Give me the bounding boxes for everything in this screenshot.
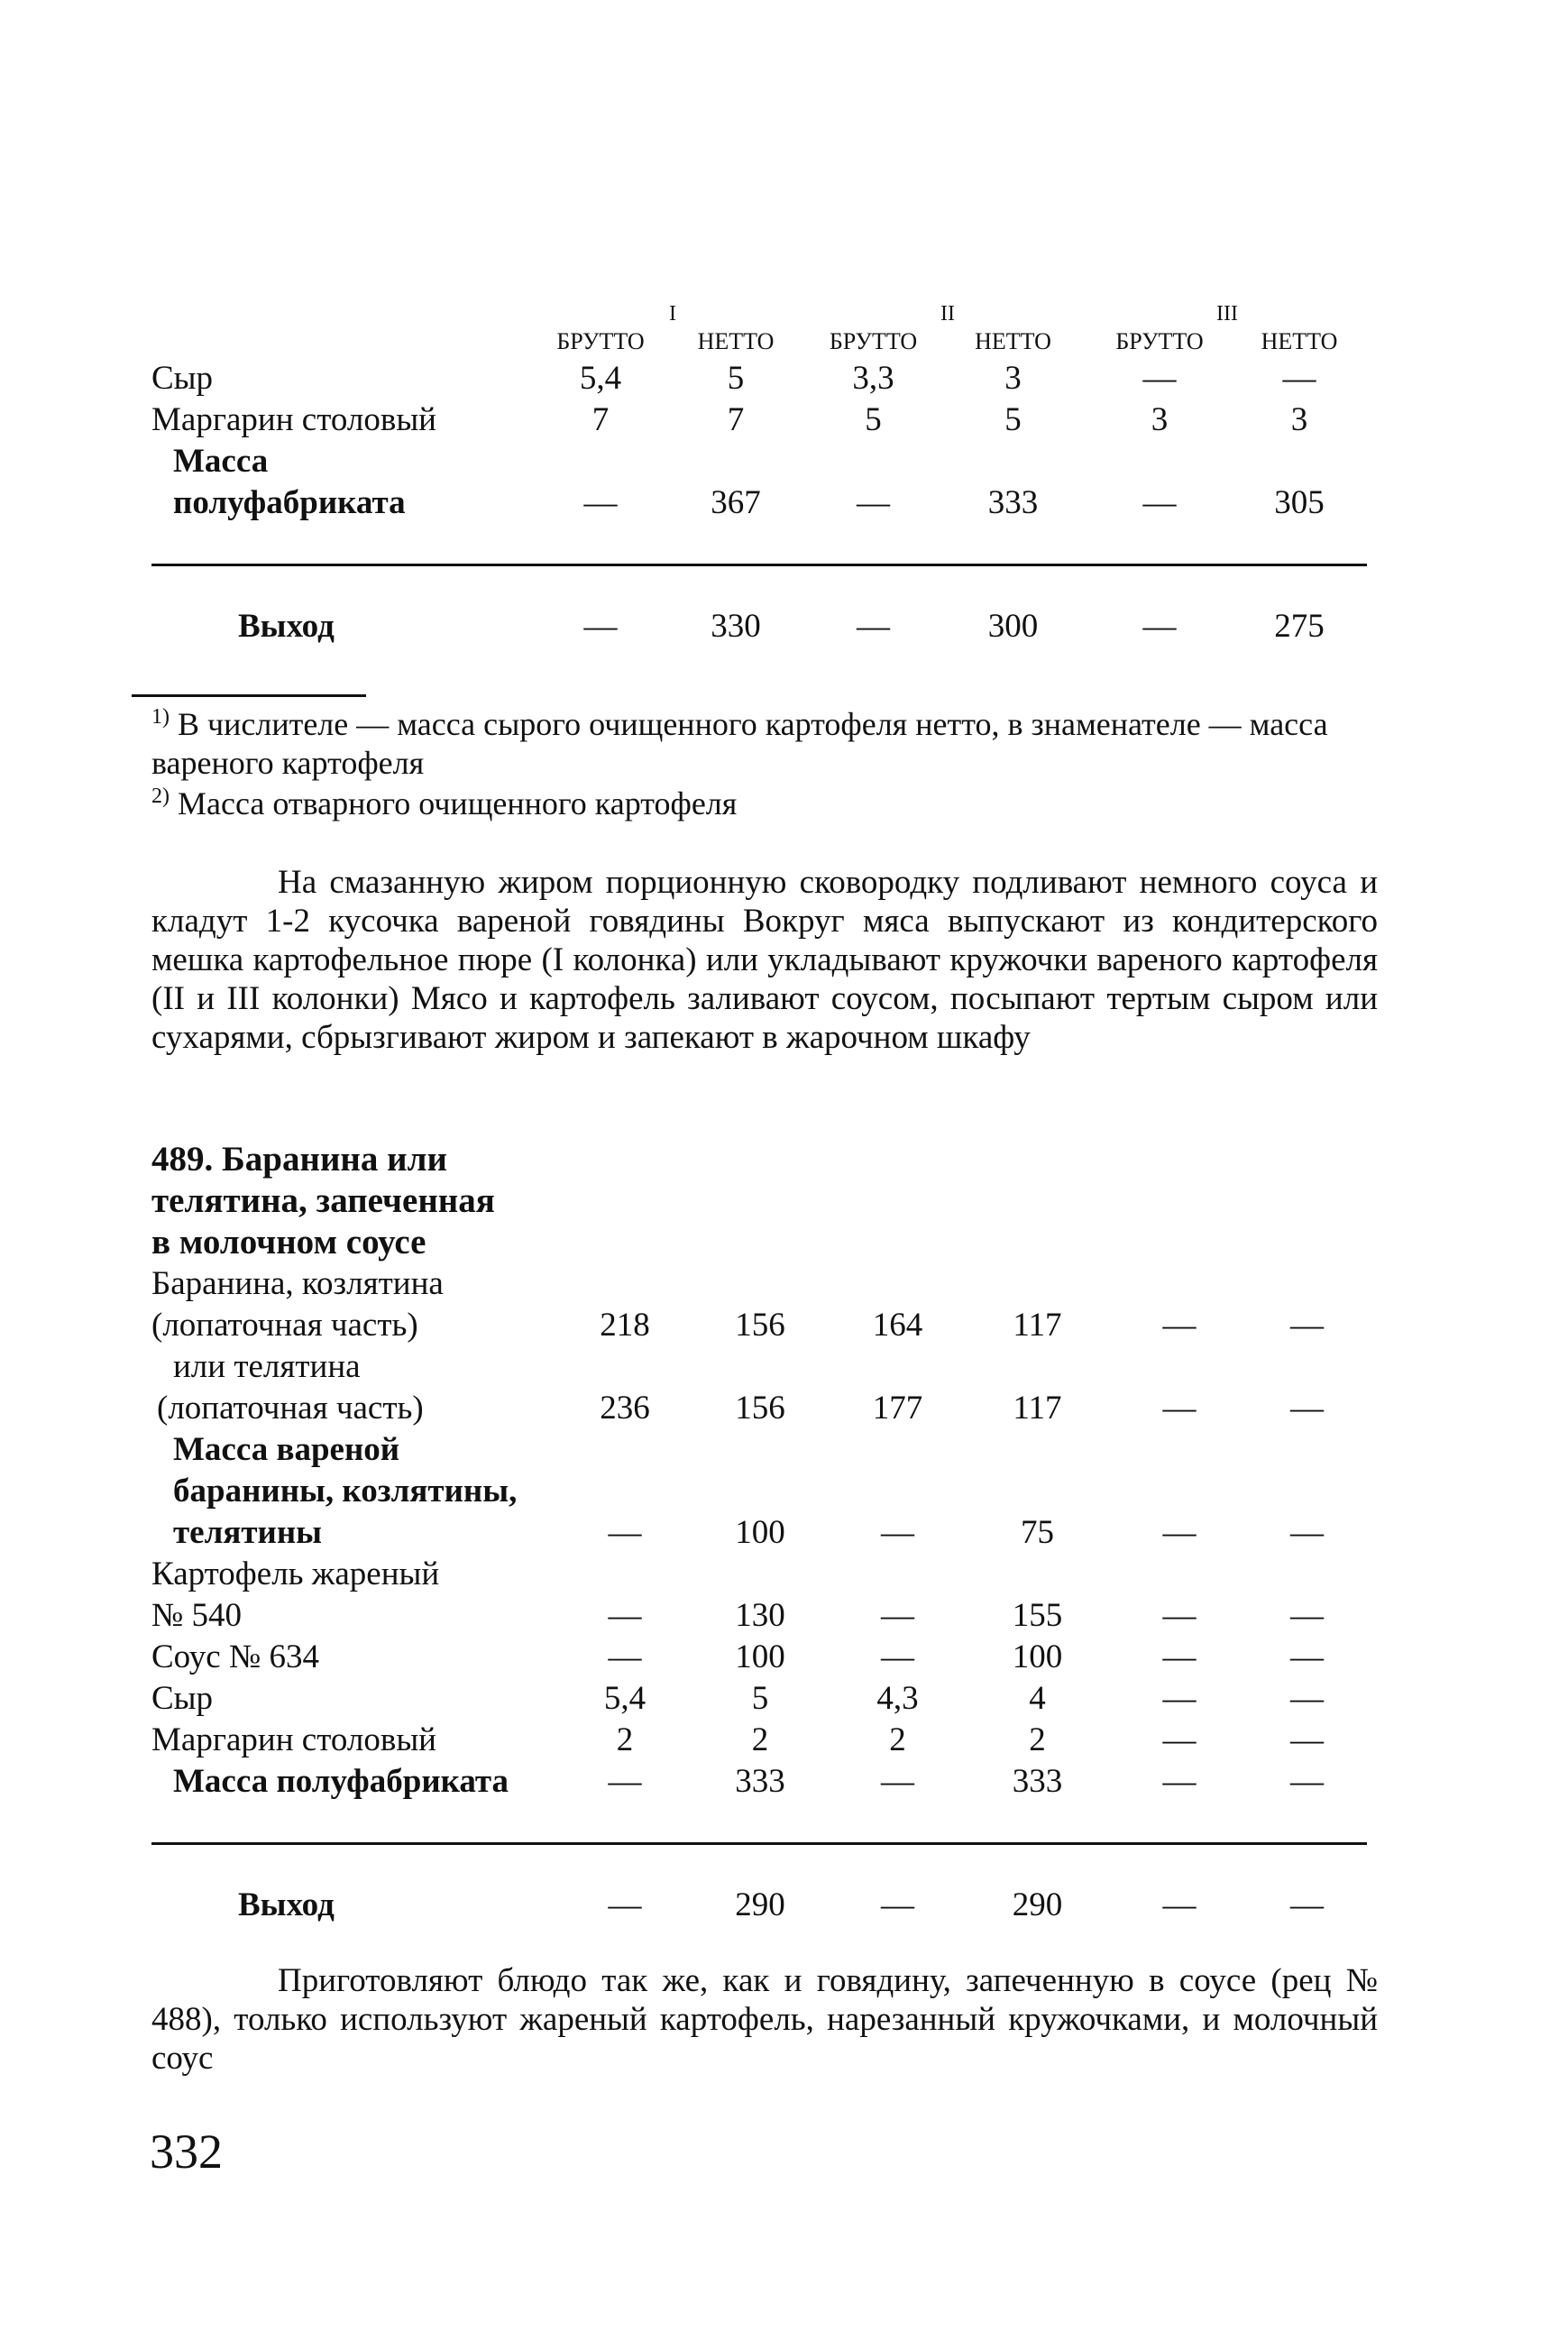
col-brutto: БРУТТО [1115,328,1204,354]
cell-value: 3,3 [852,360,894,397]
cell-value: — [1162,1514,1197,1551]
ingredient-name: телятины [173,1514,323,1551]
yield-row [151,1885,1367,1926]
table-row [151,1761,1367,1803]
cell-value: 305 [1274,484,1325,521]
table-row [151,482,1367,524]
cell-value: — [1162,1307,1197,1344]
cell-value: — [881,1763,914,1800]
ingredient-name-line: или телятина [173,1348,361,1385]
cell-value: — [1282,360,1316,397]
col-netto: НЕТТО [697,328,775,354]
cell-value: — [881,1597,914,1634]
cell-value: 236 [600,1390,650,1427]
cell-value: — [881,1514,914,1551]
table-row [151,358,1367,399]
cell-value: 3 [1290,401,1308,438]
footnote-mark: 1) [151,705,170,729]
cell-value: 3 [1004,360,1022,397]
cell-value: — [1290,1597,1325,1634]
page-number: 332 [150,2125,223,2179]
cell-value: — [1162,1680,1197,1717]
cell-value: 218 [600,1307,650,1344]
cell-value: 75 [1021,1514,1054,1551]
cell-value: 4,3 [876,1680,919,1717]
cell-value: 130 [735,1597,785,1634]
table-row [151,1346,1367,1388]
cell-value: — [1290,1307,1325,1344]
cell-value: 2 [889,1721,906,1758]
cell-value: 156 [735,1307,785,1344]
cell-value: — [1162,1721,1197,1758]
cell-value: 5 [727,360,745,397]
ingredient-name-line: баранины, козлятины, [173,1473,518,1510]
cell-value: — [608,1514,642,1551]
cell-value: — [1162,1638,1197,1675]
yield-row [151,606,1367,647]
recipe-title: 489. Баранина или [151,1140,447,1179]
ingredient-name: Маргарин столовый [151,1721,436,1758]
col-brutto: БРУТТО [556,328,645,354]
cell-value: 5,4 [579,360,622,397]
table-row [151,1429,1367,1471]
column-group-1: I [669,302,676,326]
cell-value: 333 [987,484,1039,521]
cell-value: 5 [865,401,882,438]
cell-value: 3 [1151,401,1169,438]
table-row [151,399,1367,441]
cell-value: 156 [735,1390,785,1427]
cell-value: — [857,484,890,521]
column-group-2: II [940,302,955,326]
recipe-title-line [151,1222,1367,1263]
preparation-paragraph: На смазанную жиром порционную сковородку подливают немного соуса и кладут 1-2 кусочка вареной говядины Вокруг мяса выпускают из кондитерского мешка картофельное пюре (I колонка) или укладывают кружочки вареного картофеля (II и III колонки) Мясо и картофель заливают соусом, посыпают тертым сыром или сухарями, сбрызгивают жиром и запекают в жарочном шкафу [151,864,1378,1056]
cell-value: 290 [735,1886,785,1923]
cell-value: 300 [987,608,1039,645]
footnote-2 [151,785,1378,823]
yield-label: Выход [238,608,335,645]
footnote-separator [132,694,366,697]
table-row [151,1595,1367,1637]
column-group-3: III [1216,302,1239,326]
cell-value: — [1290,1680,1325,1717]
table-row [151,1388,1367,1429]
footnote-text: В числителе — масса сырого очищенного картофеля нетто, в знаменателе — масса вареного картофеля [151,706,1328,781]
yield-label: Выход [238,1886,335,1923]
table-row [151,1720,1367,1761]
cell-value: 367 [711,484,761,521]
cell-value: 117 [1013,1307,1062,1344]
cell-value: — [1162,1763,1197,1800]
cell-value: 2 [1029,1721,1046,1758]
ingredient-name: (лопаточная часть) [157,1390,424,1427]
cell-value: 7 [727,401,745,438]
cell-value: — [1290,1638,1325,1675]
column-group-header [151,302,1367,326]
cell-value: — [1290,1763,1325,1800]
ingredient-name: Сыр [151,1680,214,1717]
cell-value: 155 [1012,1597,1063,1634]
ingredient-name: Маргарин столовый [151,401,436,438]
cell-value: — [1290,1514,1325,1551]
table-row [151,1263,1367,1305]
table-row [151,441,1367,482]
footnote-mark: 2) [151,785,170,808]
cell-value: 330 [711,608,761,645]
cell-value: — [881,1886,914,1923]
cell-value: — [857,608,890,645]
footnote-text: Масса отварного очищенного картофеля [178,785,738,821]
cell-value: 290 [1012,1886,1063,1923]
cell-value: — [583,608,618,645]
ingredient-name-line: Масса [173,443,269,480]
column-header-row [151,326,1367,358]
footnote-1 [151,705,1378,783]
ingredient-name: Сыр [151,360,214,397]
cell-value: — [608,1597,642,1634]
recipe-title: телятина, запеченная [151,1181,495,1220]
table-row [151,1305,1367,1346]
cell-value: — [608,1638,642,1675]
ingredient-name: (лопаточная часть) [151,1307,418,1344]
table-row [151,1678,1367,1720]
cell-value: — [881,1638,914,1675]
table-row [151,1637,1367,1678]
table-row [151,1471,1367,1512]
cell-value: 100 [735,1514,785,1551]
ingredient-name: Масса полуфабриката [173,1763,509,1800]
cell-value: 5 [1004,401,1022,438]
recipe-title-line [151,1139,1367,1180]
ingredient-name: № 540 [151,1597,243,1634]
cell-value: — [1142,360,1177,397]
cell-value: — [1290,1390,1325,1427]
cell-value: 100 [735,1638,785,1675]
preparation-paragraph: Приготовляют блюдо так же, как и говядину, запеченную в соусе (рец № 488), только используют жареный картофель, нарезанный кружочками, и молочный соус [151,1962,1378,2077]
cell-value: 2 [751,1721,769,1758]
ingredient-name-line: Баранина, козлятина [151,1265,444,1302]
cell-value: 5,4 [603,1680,646,1717]
cell-value: — [1142,608,1177,645]
recipe-title-line [151,1180,1367,1222]
ingredient-name-line: Картофель жареный [151,1556,440,1592]
cell-value: 117 [1013,1390,1062,1427]
cell-value: 275 [1274,608,1325,645]
ingredient-name: Соус № 634 [151,1638,319,1675]
cell-value: — [1290,1886,1325,1923]
ingredient-name: полуфабриката [173,484,406,521]
cell-value: 333 [1012,1763,1063,1800]
cell-value: 2 [616,1721,634,1758]
cell-value: 177 [872,1390,923,1427]
col-netto: НЕТТО [1261,328,1338,354]
cell-value: — [608,1886,642,1923]
cell-value: 5 [751,1680,769,1717]
cell-value: — [1290,1721,1325,1758]
cell-value: — [1162,1597,1197,1634]
cell-value: — [1162,1390,1197,1427]
cell-value: — [1142,484,1177,521]
cell-value: 164 [872,1307,923,1344]
cell-value: 333 [735,1763,785,1800]
col-netto: НЕТТО [975,328,1051,354]
table-row [151,1512,1367,1554]
cell-value: 7 [591,401,610,438]
recipe-title: в молочном соусе [151,1223,426,1262]
recipe-table-489 [151,1139,1367,1926]
col-brutto: БРУТТО [829,328,918,354]
cell-value: 100 [1012,1638,1063,1675]
cell-value: — [1162,1886,1197,1923]
recipe-table-continued [151,302,1367,647]
ingredient-name-line: Масса вареной [173,1431,400,1468]
cell-value: 4 [1029,1680,1046,1717]
cell-value: — [583,484,618,521]
table-row [151,1554,1367,1595]
cell-value: — [608,1763,642,1800]
